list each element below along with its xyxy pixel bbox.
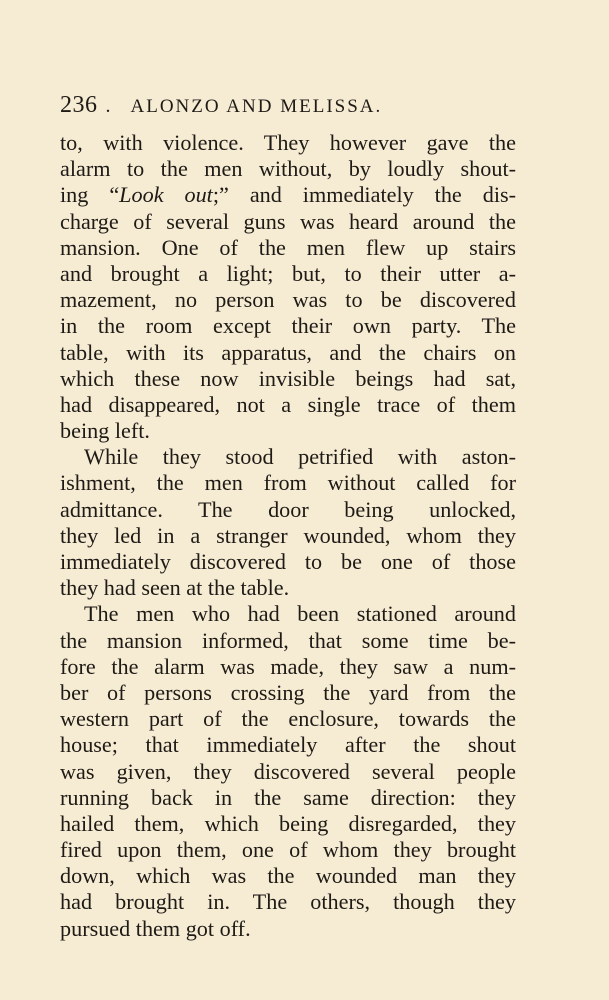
text-fragment: and immediately the dis-	[228, 182, 517, 208]
text-line: fore the alarm was made, they saw a num-	[60, 653, 516, 679]
close-quote: ;”	[212, 182, 229, 208]
text-line: had brought in. The others, though they	[60, 889, 516, 915]
page-number: 236	[60, 92, 98, 118]
text-line: mansion. One of the men flew up stairs	[60, 234, 516, 260]
text-line: was given, they discovered several people	[60, 758, 516, 784]
text-line: charge of several guns was heard around the	[60, 208, 516, 234]
text-line: and brought a light; but, to their utter a-	[60, 260, 516, 286]
page-header	[60, 92, 520, 119]
text-line: fired upon them, one of whom they brought	[60, 837, 516, 863]
text-line: they had seen at the table.	[60, 575, 290, 601]
text-line: western part of the enclosure, towards the	[60, 706, 516, 732]
text-line: ishment, the men from without called for	[60, 470, 516, 496]
header-separator: .	[105, 95, 111, 117]
text-line: house; that immediately after the shout	[60, 732, 516, 758]
text-line: ber of persons crossing the yard from the	[60, 679, 516, 705]
text-line: to, with violence. They however gave the	[60, 130, 516, 155]
text-line: had disappeared, not a single trace of them	[60, 391, 516, 417]
text-line: While they stood petrified with aston-	[84, 444, 516, 470]
text-fragment: ing	[60, 182, 89, 208]
text-line: alarm to the men without, by loudly shout-	[60, 156, 516, 182]
text-line: being left.	[60, 418, 150, 444]
text-line: immediately discovered to be one of those	[60, 549, 516, 574]
text-line: The men who had been stationed around	[84, 601, 516, 627]
text-line: which these now invisible beings had sat,	[60, 365, 516, 391]
text-line-with-quote	[60, 182, 516, 208]
body-text	[60, 130, 516, 942]
text-line: mazement, no person was to be discovered	[60, 287, 516, 313]
text-line: the mansion informed, that some time be-	[60, 627, 516, 653]
text-line: in the room except their own party. The	[60, 313, 516, 339]
text-line: running back in the same direction: they	[60, 784, 516, 810]
quoted-italic: Look out	[119, 182, 213, 208]
running-title: ALONZO AND MELISSA.	[130, 96, 383, 117]
text-line: they led in a stranger wounded, whom they	[60, 522, 516, 548]
text-line: table, with its apparatus, and the chairs on	[60, 339, 516, 365]
open-quote: “	[109, 182, 120, 208]
text-line: pursued them got off.	[60, 915, 251, 941]
text-line: down, which was the wounded man they	[60, 863, 516, 889]
text-line: hailed them, which being disregarded, they	[60, 810, 516, 836]
text-line: admittance. The door being unlocked,	[60, 496, 516, 522]
